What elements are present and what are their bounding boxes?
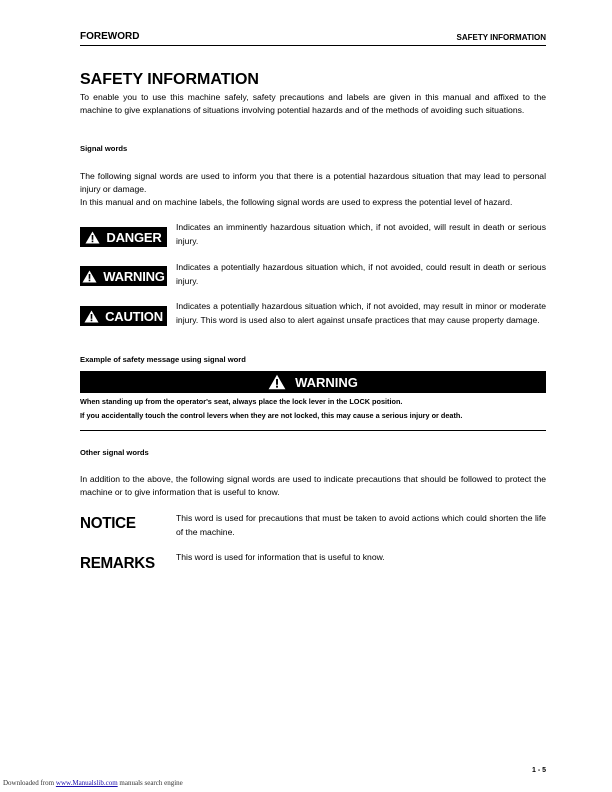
signal-words-paragraph-1: The following signal words are used to inform you that there is a potential hazardous situation that may lead to personal injury or damage. xyxy=(80,171,546,194)
other-signal-words-paragraph: In addition to the above, the following signal words are used to indicate precautions that should be followed to protect the machine or to give information that is useful to know. xyxy=(80,474,546,497)
example-message-line-2: If you accidentally touch the control levers when they are not locked, this may cause a serious injury or death. xyxy=(80,411,463,420)
header-chapter-title: SAFETY INFORMATION xyxy=(456,33,546,42)
warning-triangle-icon xyxy=(85,231,100,244)
notice-description: This word is used for precautions that must be taken to avoid actions which could shorten the life of the machine. xyxy=(176,513,546,537)
example-divider xyxy=(80,430,546,431)
caution-label: CAUTION xyxy=(105,308,163,324)
notice-label: NOTICE xyxy=(80,515,136,532)
download-prefix: Downloaded from xyxy=(3,779,55,787)
warning-triangle-icon xyxy=(82,270,97,283)
caution-description: Indicates a potentially hazardous situation which, if not avoided, may result in minor or moderate injury. This word is used also to alert against unsafe practices that may cause property damage. xyxy=(176,301,546,325)
danger-label: DANGER xyxy=(106,229,162,245)
example-message-line-1: When standing up from the operator's seat, always place the lock lever in the LOCK position. xyxy=(80,397,403,406)
page-title: SAFETY INFORMATION xyxy=(80,71,259,88)
warning-description: Indicates a potentially hazardous situation which, if not avoided, could result in death or serious injury. xyxy=(176,262,546,286)
warning-triangle-icon xyxy=(84,310,99,323)
remarks-description: This word is used for information that is useful to know. xyxy=(176,552,385,562)
page-number: 1 - 5 xyxy=(531,767,546,774)
header-section-title: FOREWORD xyxy=(80,31,140,42)
signal-words-paragraph-2: In this manual and on machine labels, the following signal words are used to express the potential level of hazard. xyxy=(80,197,513,207)
danger-badge xyxy=(80,227,167,247)
caution-badge xyxy=(80,306,167,326)
signal-words-heading: Signal words xyxy=(80,144,128,153)
example-heading: Example of safety message using signal word xyxy=(80,355,246,364)
warning-badge xyxy=(80,266,167,286)
remarks-label: REMARKS xyxy=(80,555,155,572)
download-footer xyxy=(3,779,183,787)
example-warning-label: WARNING xyxy=(295,374,358,390)
manualslib-link[interactable]: www.Manualslib.com xyxy=(55,779,118,787)
header-divider xyxy=(80,45,546,46)
intro-paragraph: To enable you to use this machine safely, safety precautions and labels are given in this manual and affixed to the machine to give explanations of situations involving potential hazards and of the methods of avoiding such situations. xyxy=(80,92,546,115)
example-warning-bar xyxy=(80,371,546,393)
warning-triangle-icon xyxy=(268,374,286,390)
other-signal-words-heading: Other signal words xyxy=(80,448,149,457)
download-suffix: manuals search engine xyxy=(119,779,183,787)
warning-label: WARNING xyxy=(103,268,165,284)
danger-description: Indicates an imminently hazardous situation which, if not avoided, will result in death or serious injury. xyxy=(176,222,546,246)
